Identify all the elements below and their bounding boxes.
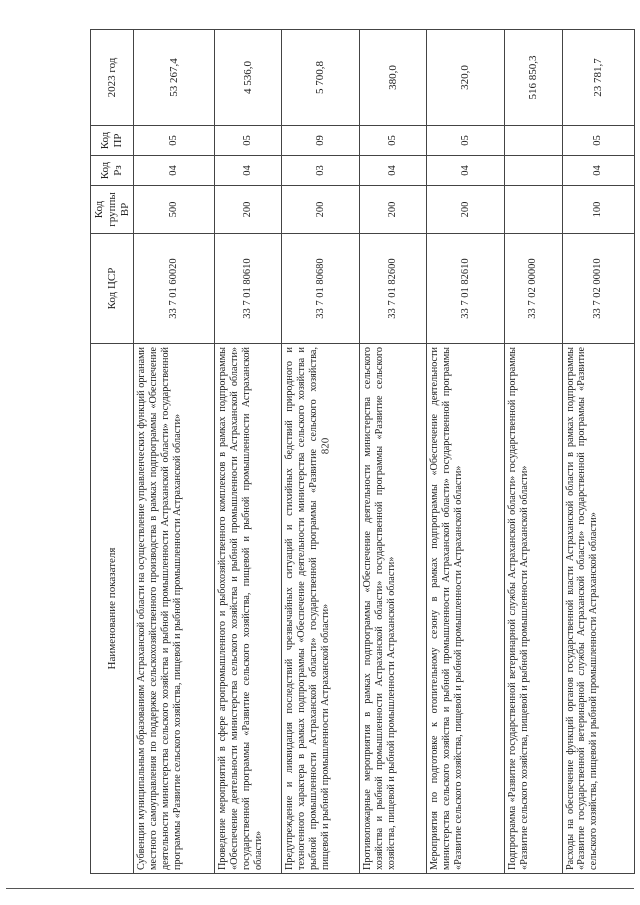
row-amount: 5 700,8 (282, 30, 360, 126)
row-amount: 4 536,0 (215, 30, 282, 126)
row-amount: 380,0 (360, 30, 427, 126)
row-vr: 200 (427, 186, 505, 234)
table-row (562, 30, 635, 874)
row-rz: 04 (215, 156, 282, 186)
row-vr: 500 (134, 186, 215, 234)
row-rz: 04 (562, 156, 635, 186)
row-csr: 33 7 01 82610 (427, 234, 505, 344)
row-rz: 04 (134, 156, 215, 186)
row-name: Противопожарные мероприятия в рамках подпрограммы «Обеспечение деятельности министерства сельского хозяйства и рыбной промышленности Астраханской области» государственной программы «Развитие сельского хозяйства, пищевой и рыбной промышленности Астраханской области» (360, 344, 427, 874)
row-pr: 05 (134, 126, 215, 156)
table-row (427, 30, 505, 874)
row-vr: 200 (360, 186, 427, 234)
row-vr (504, 186, 562, 234)
row-csr: 33 7 01 80680 (282, 234, 360, 344)
row-name: Субвенции муниципальным образованиям Астраханской области на осуществление управленческих функций органами местного самоуправления по поддержке сельскохозяйственного производства в рамках подпрограммы «Обеспечение деятельности министерства сельского хозяйства и рыбной промышленности Астраханской области» государственной программы «Развитие сельского хозяйства, пищевой и рыбной промышленности Астраханской области» (134, 344, 215, 874)
row-name: Предупреждение и ликвидация последствий чрезвычайных ситуаций и стихийных бедствий природного и техногенного характера в рамках подпрограммы «Обеспечение деятельности министерства сельского хозяйства и рыбной промышленности Астраханской области» государственной программы «Развитие сельского хозяйства, пищевой и рыбной промышленности Астраханской области» (282, 344, 360, 874)
row-amount: 516 850,3 (504, 30, 562, 126)
row-csr: 33 7 01 60020 (134, 234, 215, 344)
page-number: 820 (319, 437, 332, 455)
row-amount: 53 267,4 (134, 30, 215, 126)
row-amount: 320,0 (427, 30, 505, 126)
table-row (215, 30, 282, 874)
table-row (134, 30, 215, 874)
row-name: Подпрограмма «Развитие государственной ветеринарной службы Астраханской области» государственной программы «Развитие сельского хозяйства, пищевой и рыбной промышленности Астраханской области» (504, 344, 562, 874)
page-bottom-rule (6, 888, 634, 889)
row-csr: 33 7 02 00010 (562, 234, 635, 344)
row-pr: 09 (282, 126, 360, 156)
row-amount: 23 781,7 (562, 30, 635, 126)
row-name: Проведение мероприятий в сфере агропромышленного и рыбохозяйственного комплексов в рамках подпрограммы «Обеспечение деятельности министерства сельского хозяйства и рыбной промышленности Астраханской области» государственной программы «Развитие сельского хозяйства, пищевой и рыбной промышленности Астраханской области» (215, 344, 282, 874)
row-name: Расходы на обеспечение функций органов государственной власти Астраханской области в рамках подпрограммы «Развитие государственной ветеринарной службы Астраханской области» государственной программы «Развитие сельского хозяйства, пищевой и рыбной промышленности Астраханской области» (562, 344, 635, 874)
header-name: Наименование показателя (91, 344, 134, 874)
row-vr: 200 (215, 186, 282, 234)
row-csr: 33 7 01 80610 (215, 234, 282, 344)
row-name: Мероприятия по подготовке к отопительному сезону в рамках подпрограммы «Обеспечение деятельности министерства сельского хозяйства и рыбной промышленности Астраханской области» государственной программы «Развитие сельского хозяйства, пищевой и рыбной промышленности Астраханской области» (427, 344, 505, 874)
table-row (504, 30, 562, 874)
row-rz: 04 (427, 156, 505, 186)
budget-table (90, 29, 635, 874)
table-header-row (91, 30, 134, 874)
row-pr: 05 (215, 126, 282, 156)
row-csr: 33 7 02 00000 (504, 234, 562, 344)
row-vr: 100 (562, 186, 635, 234)
table-row (360, 30, 427, 874)
row-rz (504, 156, 562, 186)
table-row (282, 30, 360, 874)
header-csr: Код ЦСР (91, 234, 134, 344)
header-pr: Код ПР (91, 126, 134, 156)
row-csr: 33 7 01 82600 (360, 234, 427, 344)
row-vr: 200 (282, 186, 360, 234)
row-rz: 04 (360, 156, 427, 186)
header-vr: Код группы ВР (91, 186, 134, 234)
header-year: 2023 год (91, 30, 134, 126)
row-pr: 05 (562, 126, 635, 156)
row-pr (504, 126, 562, 156)
row-rz: 03 (282, 156, 360, 186)
rotated-table-container (90, 30, 635, 874)
row-pr: 05 (360, 126, 427, 156)
row-pr: 05 (427, 126, 505, 156)
header-rz: Код Рз (91, 156, 134, 186)
